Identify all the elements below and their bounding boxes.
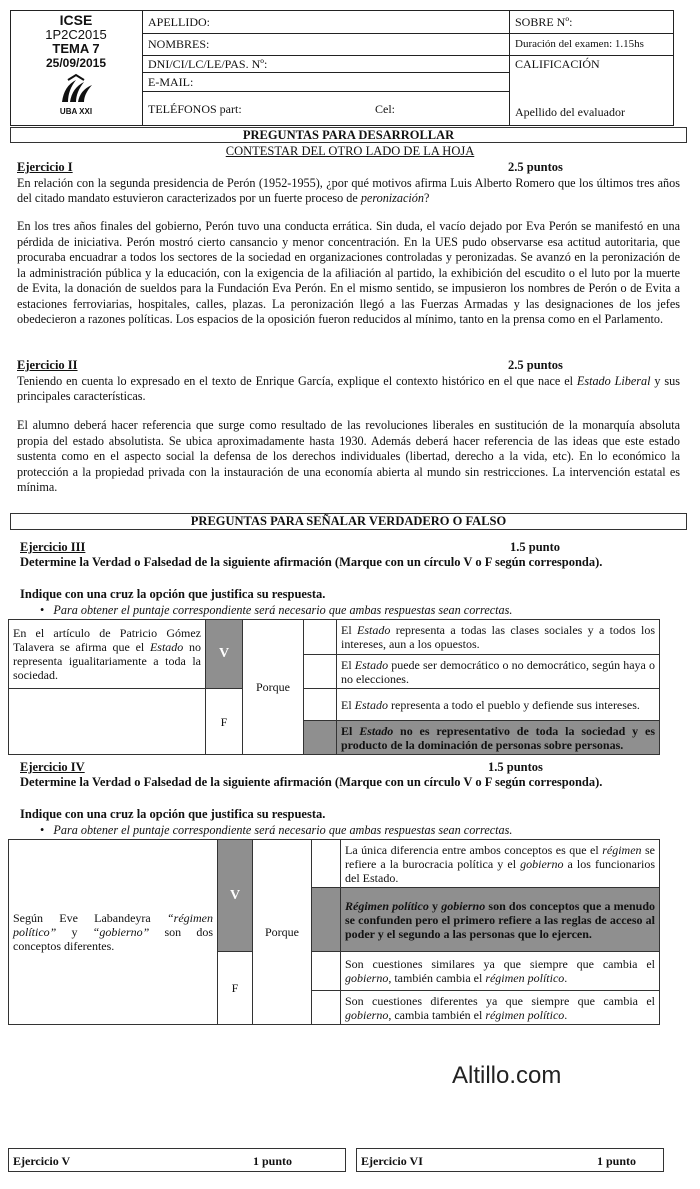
ej3-points: 1.5 punto: [510, 540, 561, 554]
logo-column: [10, 10, 143, 126]
exam-tema: TEMA 7: [52, 41, 100, 56]
bullet-icon: •: [40, 603, 54, 617]
ej4-statement: Según Eve Labandeyra “régimen político” y “gobierno” son dos conceptos diferentes.: [9, 840, 218, 1025]
ej4-v-option[interactable]: V: [218, 840, 253, 952]
email-label: E-MAIL:: [148, 75, 194, 89]
ej3-option-2: El Estado puede ser democrático o no democrático, según haya o no elecciones.: [337, 655, 660, 689]
ej3-check-1[interactable]: [304, 620, 337, 655]
ej5-points: 1 punto: [253, 1154, 293, 1168]
calificacion-label: CALIFICACIÓN: [515, 57, 600, 71]
ej3-table: [8, 619, 660, 755]
ej4-check-4[interactable]: [312, 991, 341, 1025]
ej4-check-3[interactable]: [312, 952, 341, 991]
ej2-points: 2.5 puntos: [508, 358, 563, 372]
watermark: Altillo.com: [452, 1062, 562, 1089]
ej3-option-3: El Estado representa a todo el pueblo y defiende sus intereses.: [337, 689, 660, 721]
ej1-title: Ejercicio I: [17, 160, 73, 174]
ej4-note: • Para obtener el puntaje correspondiente será necesario que ambas respuestas sean correctas.: [40, 823, 513, 837]
ej4-f-option[interactable]: F: [218, 952, 253, 1025]
ej6-title: Ejercicio VI: [361, 1154, 423, 1168]
exam-date: 25/09/2015: [45, 56, 107, 70]
ej2-answer: El alumno deberá hacer referencia que surge como resultado de las revoluciones liberales en sustitución de la monarquía absoluta propia del estado absolutista. Se ubica aproximadamente hasta 1930. Además deberá hacer referencia de las ideas que este estado sustenta como en el aspecto social la defensa de los derechos individuales (libertad, derecho a la vida, etc). En lo económico la protección a la propiedad privada con la instauración de una economía abierta al mundo sin restricciones. La intervención estatal es mínima.: [17, 418, 680, 494]
ej1-points: 2.5 puntos: [508, 160, 563, 174]
ej2-title: Ejercicio II: [17, 358, 78, 372]
ej4-table: [8, 839, 660, 1025]
ej3-f-option[interactable]: F: [206, 689, 243, 755]
uba-logo-icon: [56, 72, 96, 106]
ej3-instruction2: Indique con una cruz la opción que justifica su respuesta.: [20, 587, 326, 601]
uba-brand: UBA XXI: [59, 107, 93, 116]
ej6-box: [356, 1148, 664, 1172]
institution-name: ICSE: [59, 12, 93, 28]
ej4-check-1[interactable]: [312, 840, 341, 888]
dni-label: DNI/CI/LC/LE/PAS. Nº:: [148, 57, 268, 71]
ej1-answer: En los tres años finales del gobierno, Perón tuvo una conducta errática. Sin duda, el vacío dejado por Eva Perón se manifestó en una pérdida de iniciativa. Perón mostró cierto cansancio y menor concentración. En la UES pudo observarse esa actitud autoritaria, que procuraba encuadrar a todos los sectores de la sociedad en organizaciones controladas y peronizadas. Se avanzó en la peronización de la administración pública y la educación, con la exigencia de la afiliación al partido, la exhibición del escudito o el luto por la muerte de Evita, la donación de sueldos para la Fundación Eva Perón. En el mismo sentido, se impusieron los nombres de Perón o de Evita a estaciones ferroviarias, hospitales, calles, plazas. La peronización llegó a las Fuerzas Armadas y las designaciones de los jefes obedecieron a razones políticas. Los espacios de la oposición fueron reducidos al mínimo, tanto en la prensa como en el Parlamento.: [17, 219, 680, 326]
ej3-v-option[interactable]: V: [206, 620, 243, 689]
ej6-points: 1 punto: [597, 1154, 637, 1168]
ej3-check-2[interactable]: [304, 655, 337, 689]
ej4-instruction2: Indique con una cruz la opción que justifica su respuesta.: [20, 807, 326, 821]
ej2-question: Teniendo en cuenta lo expresado en el texto de Enrique García, explique el contexto histórico en el que nace el Estado Liberal y sus principales características.: [17, 374, 680, 403]
ej4-option-2: Régimen político y gobierno son dos conceptos que a menudo se confunden pero el primero refiere a las reglas de acceso al poder y el segundo a las personas que lo ejercen.: [341, 888, 660, 952]
sobre-label: SOBRE Nº:: [515, 15, 573, 29]
ej4-check-2[interactable]: [312, 888, 341, 952]
ej3-check-4[interactable]: [304, 721, 337, 755]
ej3-statement-empty: [9, 689, 206, 755]
header-divider: [509, 10, 510, 126]
ej4-instruction: Determine la Verdad o Falsedad de la siguiente afirmación (Marque con un círculo V o F según corresponda).: [20, 775, 603, 789]
evaluador-label: Apellido del evaluador: [515, 105, 625, 119]
telefonos-label: TELÉFONOS part:: [148, 102, 242, 116]
ej3-statement: En el artículo de Patricio Gómez Talavera se afirma que el Estado no representa igualitariamente a toda la sociedad.: [9, 620, 206, 689]
ej5-box: [8, 1148, 346, 1172]
ej3-note: • Para obtener el puntaje correspondiente será necesario que ambas respuestas sean correctas.: [40, 603, 513, 617]
apellido-label: APELLIDO:: [148, 15, 210, 29]
ej4-title: Ejercicio IV: [20, 760, 85, 774]
section2-title: PREGUNTAS PARA SEÑALAR VERDADERO O FALSO: [10, 513, 687, 530]
ej1-question: En relación con la segunda presidencia de Perón (1952-1955), ¿por qué motivos afirma Luis Alberto Romero que los últimos tres años del citado mandato estuvieron caracterizados por un fuerte proceso de peronización?: [17, 176, 680, 205]
ej3-porque: Porque: [243, 620, 304, 755]
ej3-option-1: El Estado representa a todas las clases sociales y a todos los intereses, aun a los opuestos.: [337, 620, 660, 655]
ej4-option-3: Son cuestiones similares ya que siempre que cambia el gobierno, también cambia el régimen político.: [341, 952, 660, 991]
ej4-porque: Porque: [253, 840, 312, 1025]
nombres-label: NOMBRES:: [148, 37, 210, 51]
ej4-points: 1.5 puntos: [488, 760, 543, 774]
section1-title: PREGUNTAS PARA DESARROLLAR: [10, 127, 687, 143]
ej3-title: Ejercicio III: [20, 540, 86, 554]
ej3-instruction: Determine la Verdad o Falsedad de la siguiente afirmación (Marque con un círculo V o F según corresponda).: [20, 555, 603, 569]
ej3-option-4: El Estado no es representativo de toda la sociedad y es producto de la dominación de personas sobre personas.: [337, 721, 660, 755]
duracion-label: Duración del examen: 1.15hs: [515, 38, 644, 50]
bullet-icon: •: [40, 823, 54, 837]
ej5-title: Ejercicio V: [13, 1154, 71, 1168]
ej3-check-3[interactable]: [304, 689, 337, 721]
section1-subtitle: CONTESTAR DEL OTRO LADO DE LA HOJA: [225, 144, 475, 158]
exam-code: 1P2C2015: [45, 27, 107, 42]
ej4-option-4: Son cuestiones diferentes ya que siempre que cambia el gobierno, cambia también el régimen político.: [341, 991, 660, 1025]
cel-label: Cel:: [375, 102, 395, 116]
ej4-option-1: La única diferencia entre ambos conceptos es que el régimen se refiere a la burocracia política y el gobierno a los funcionarios del Estado.: [341, 840, 660, 888]
